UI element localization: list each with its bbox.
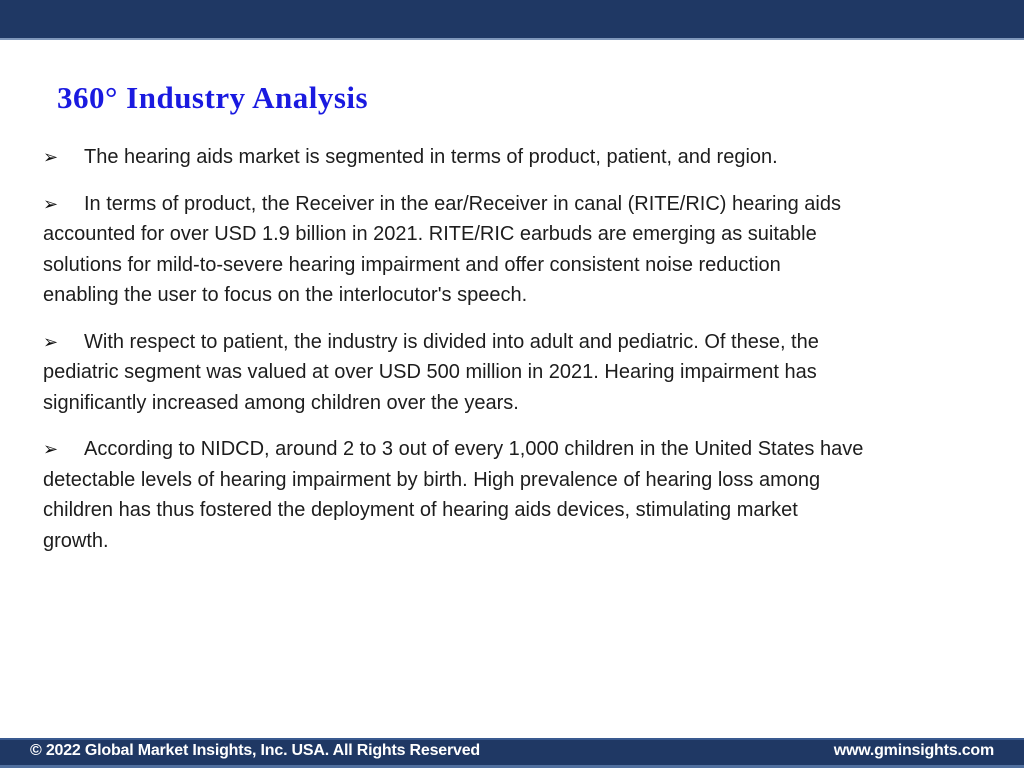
bullet-paragraph [43, 142, 986, 173]
paragraph-line-text: detectable levels of hearing impairment by birth. High prevalence of hearing loss among [43, 468, 821, 491]
paragraph-line-text: enabling the user to focus on the interlocutor's speech. [43, 284, 528, 306]
bullet-paragraph [43, 327, 986, 419]
page-title: 360° Industry Analysis [57, 80, 369, 115]
paragraph-line [43, 434, 986, 465]
paragraph-line [43, 495, 986, 526]
paragraph-line [43, 250, 986, 281]
paragraph-line [43, 465, 986, 496]
paragraph-line-text: The hearing aids market is segmented in terms of product, patient, and region. [84, 146, 778, 168]
footer-bar [0, 738, 1024, 768]
paragraph-line [43, 219, 986, 250]
paragraph-line [43, 327, 986, 358]
paragraph-line [43, 526, 986, 557]
paragraph-line [43, 357, 986, 388]
arrow-bullet-icon: ➢ [43, 439, 59, 459]
arrow-bullet-icon: ➢ [43, 147, 59, 167]
paragraph-line-text: pediatric segment was valued at over USD 500 million in 2021. Hearing impairment has [43, 361, 817, 383]
paragraph-line [43, 142, 986, 173]
paragraph-line [43, 189, 986, 220]
arrow-bullet-icon: ➢ [43, 331, 59, 352]
paragraph-line-text: growth. [43, 529, 109, 552]
footer-website-link[interactable]: www.gminsights.com [833, 742, 994, 759]
paragraph-line [43, 388, 986, 419]
paragraph-line-text: children has thus fostered the deployment of hearing aids devices, stimulating market [43, 499, 798, 521]
slide-body [43, 142, 986, 572]
paragraph-line-text: significantly increased among children over the years. [43, 391, 519, 414]
paragraph-line-text: According to NIDCD, around 2 to 3 out of every 1,000 children in the United States have [84, 438, 864, 460]
arrow-bullet-icon: ➢ [43, 193, 59, 214]
bullet-paragraph [43, 434, 986, 556]
bullet-paragraph [43, 189, 986, 311]
paragraph-line-text: solutions for mild-to-severe hearing impairment and offer consistent noise reduction [43, 253, 781, 276]
paragraph-line-text: With respect to patient, the industry is divided into adult and pediatric. Of these, the [84, 330, 819, 353]
paragraph-line-text: In terms of product, the Receiver in the ear/Receiver in canal (RITE/RIC) hearing aids [84, 192, 841, 215]
footer-copyright: © 2022 Global Market Insights, Inc. USA. All Rights Reserved [30, 742, 480, 759]
paragraph-line-text: accounted for over USD 1.9 billion in 2021. RITE/RIC earbuds are emerging as suitable [43, 223, 817, 245]
paragraph-line [43, 280, 986, 311]
top-accent-bar [0, 0, 1024, 40]
